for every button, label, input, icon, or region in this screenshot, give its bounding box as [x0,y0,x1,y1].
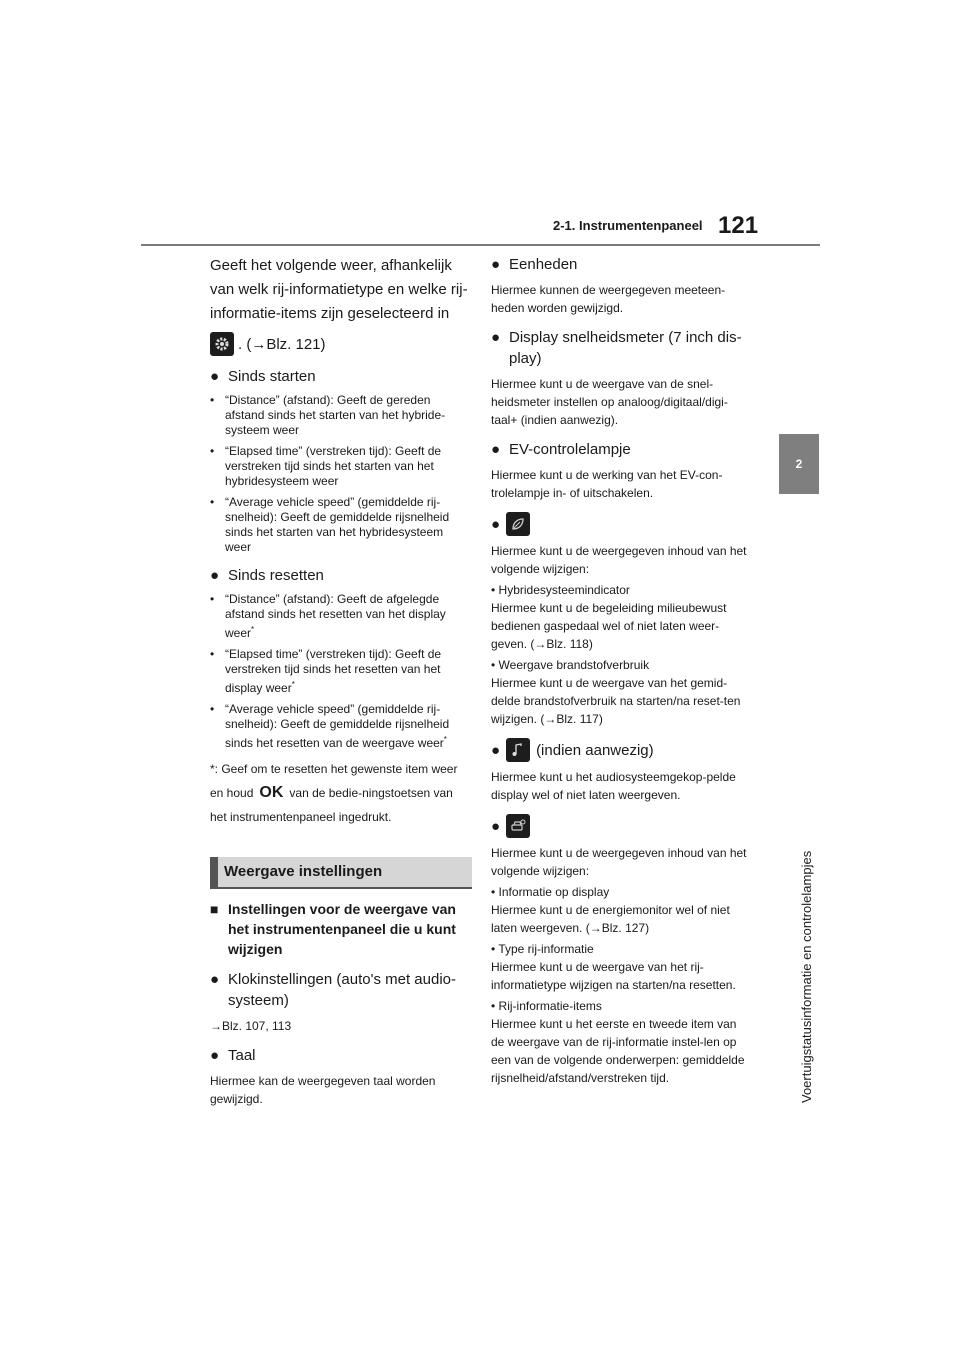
eco-heading: ● [491,512,753,536]
clock-heading: ● Klokinstellingen (auto's met audio-systeem) [210,971,456,1009]
speedo-text: Hiermee kunt u de weergave van de snel-heidsmeter instellen op analoog/digitaal/digi-taal+ (indien aanwezig). [491,377,728,427]
section-header: 2-1. Instrumentenpaneel [553,218,703,233]
since-start-heading: ● Sinds starten [210,368,316,385]
eco-text: Hiermee kunt u de weergegeven inhoud van het volgende wijzigen: [491,544,747,576]
audio-heading: ● (indien aanwezig) [491,738,753,762]
units-heading: ● Eenheden [491,256,578,273]
list-item: • “Distance” (afstand): Geeft de afgelegde afstand sinds het resetten van het display weer* [210,592,446,640]
subsection-heading: ■ Instellingen voor de weergave van het instrumentenpaneel die u kunt wijzigen [210,901,456,957]
intro-icon-line [210,332,472,356]
vehicle-item-text: Hiermee kunt u de energiemonitor wel of niet laten weergeven. (→Blz. 127) [491,903,730,935]
audio-text: Hiermee kunt u het audiosysteemgekop-pelde display wel of niet laten weergeven. [491,770,736,802]
vehicle-text: Hiermee kunt u de weergegeven inhoud van het volgende wijzigen: [491,846,747,878]
left-column [210,254,472,1108]
ev-text: Hiermee kunt u de werking van het EV-con-trolelampje in- of uitschakelen. [491,468,723,500]
language-text: Hiermee kan de weergegeven taal worden gewijzigd. [210,1074,436,1106]
vehicle-info-icon [506,814,530,838]
page-number: 121 [718,212,759,239]
vehicle-heading: ● [491,814,753,838]
eco-sub2-title: • Weergave brandstofverbruik [491,658,650,672]
ok-button-symbol: OK [259,784,284,801]
gear-icon [210,332,234,356]
eco-sub1-title: • Hybridesysteemindicator [491,583,630,597]
list-item: • “Distance” (afstand): Geeft de gereden afstand sinds het starten van het hybride-systeem weer [210,393,446,437]
vehicle-item-text: Hiermee kunt u het eerste en tweede item van de weergave van de rij-informatie instel-len op een van de volgende onderwerpen: gemiddelde rijsnelheid/afstand/verstreken tijd. [491,1017,745,1085]
since-reset-heading: ● Sinds resetten [210,567,324,584]
vehicle-item-title: • Type rij-informatie [491,942,594,956]
intro-ref: . (→Blz. 121) [238,335,326,353]
header-divider [141,244,820,246]
ev-heading: ● EV-controlelampje [491,441,631,458]
right-column [491,254,753,1087]
eco-sub1-text: Hiermee kunt u de begeleiding milieubewust bedienen gaspedaal wel of niet laten weer-geven. (→Blz. 118) [491,601,727,651]
list-item: • “Elapsed time” (verstreken tijd): Geeft de verstreken tijd sinds het starten van het hybridesysteem weer [210,444,442,488]
language-heading: ● Taal [210,1047,256,1064]
section-title: Weergave instellingen [210,857,472,887]
clock-ref: →Blz. 107, 113 [210,1019,292,1033]
section-divider [210,887,472,889]
footnote: *: Geef om te resetten het gewenste item weer en houd OK van de bedie-ningstoetsen van het instrumentenpaneel ingedrukt. [210,762,458,824]
list-item: • “Average vehicle speed” (gemiddelde rij-snelheid): Geeft de gemiddelde rijsnelheid sinds het resetten van de weergave weer* [210,702,450,750]
list-item: • “Elapsed time” (verstreken tijd): Geeft de verstreken tijd sinds het resetten van het display weer* [210,647,442,695]
units-text: Hiermee kunnen de weergegeven meeteen-heden worden gewijzigd. [491,283,726,315]
vehicle-item-title: • Rij-informatie-items [491,999,602,1013]
leaf-icon [506,512,530,536]
speedo-heading: ● Display snelheidsmeter (7 inch dis-play) [491,329,742,367]
chapter-tab: 2 [779,434,819,494]
chapter-label: Voertuigstatusinformatie en controlelampjes [799,850,814,1103]
music-note-icon [506,738,530,762]
intro-text: Geeft het volgende weer, afhankelijk van welk rij-informatietype en welke rij-informatie-items zijn geselecteerd in [210,257,468,322]
eco-sub2-text: Hiermee kunt u de weergave van het gemid-delde brandstofverbruik na starten/na reset-ten wijzigen. (→Blz. 117) [491,676,741,726]
list-item: • “Average vehicle speed” (gemiddelde rij-snelheid): Geeft de gemiddelde rijsnelheid sinds het starten van het hybridesysteem weer [210,495,450,554]
vehicle-item-title: • Informatie op display [491,885,610,899]
vehicle-item-text: Hiermee kunt u de weergave van het rij-informatietype wijzigen na starten/na resetten. [491,960,736,992]
